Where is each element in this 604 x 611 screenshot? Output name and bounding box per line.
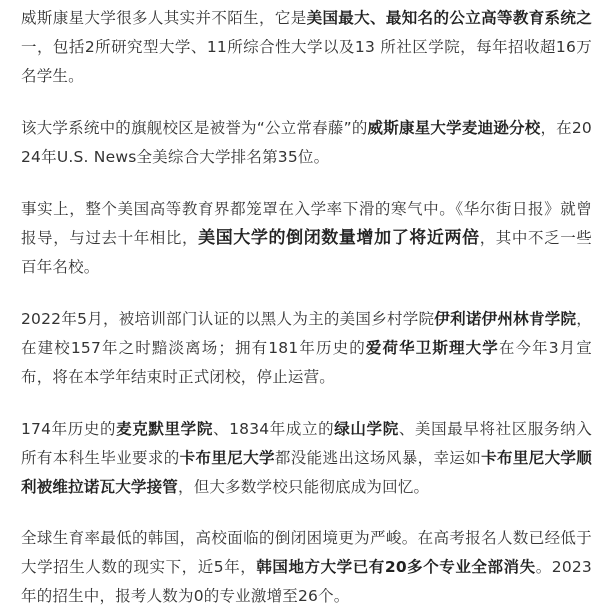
text-segment: ，其中不乏一些百年名校。: [21, 229, 593, 276]
paragraph-spacer: [21, 282, 592, 305]
bold-text-segment: 卡布里尼大学: [179, 449, 275, 467]
text-segment: 在今年3月宣布，将在本学年结束时正式闭校，停止运营。: [21, 339, 593, 386]
paragraph: [21, 415, 592, 502]
text-segment: 、1834年成立的: [212, 420, 335, 438]
paragraph: [21, 305, 592, 392]
paragraph-spacer: [21, 172, 592, 195]
paragraph-spacer: [21, 502, 592, 524]
bold-text-segment: 绿山学院: [334, 420, 399, 438]
paragraph-spacer: [21, 91, 592, 114]
text-segment: 、美国最早将社区服务纳入所有本科生毕业要求的: [21, 420, 592, 467]
bold-text-segment: 美国大学的倒闭数量增加了将近两倍: [198, 228, 480, 248]
text-segment: 威斯康星大学很多人其实并不陌生，它是: [21, 9, 307, 27]
text-segment: 。2023年的招生中，报考人数为0的专业激增至26个。: [21, 558, 592, 605]
text-segment: 174年历史的: [21, 420, 117, 438]
paragraph: [21, 0, 592, 91]
bold-text-segment: 威斯康星大学麦迪逊分校: [367, 119, 541, 137]
text-segment: ，在建校157年之时黯淡离场；拥有181年历史的: [21, 310, 592, 357]
bold-text-segment: 麦克默里学院: [116, 420, 213, 438]
bold-text-segment: 卡布里尼大学顺利被维拉诺瓦大学接管: [21, 449, 592, 496]
bold-text-segment: 韩国地方大学已有20多个专业全部消失: [256, 558, 536, 576]
paragraph-spacer: [21, 392, 592, 415]
text-segment: 2022年5月，被培训部门认证的以黑人为主的美国乡村学院: [21, 310, 435, 328]
bold-text-segment: 爱荷华卫斯理大学: [365, 339, 499, 357]
text-segment: 该大学系统中的旗舰校区是被誉为“公立常春藤”的: [21, 119, 368, 137]
paragraph: [21, 524, 592, 611]
bold-text-segment: 美国最大、最知名的公立高等教育系统之: [306, 9, 592, 27]
paragraph: [21, 195, 592, 282]
paragraph: [21, 114, 592, 172]
text-segment: 事实上，整个美国高等教育界都笼罩在入学率下滑的寒气中。《华尔街日报》就曾报导，与过去十年相比，: [21, 200, 592, 247]
text-segment: 都没能逃出这场风暴，幸运如: [274, 449, 482, 467]
bold-text-segment: 伊利诺伊州林肯学院: [434, 310, 577, 328]
text-segment: ，但大多数学校只能彻底成为回忆。: [178, 478, 430, 496]
text-segment: ，在2024年U.S. News全美综合大学排名第35位。: [21, 119, 592, 166]
text-segment: 一，包括2所研究型大学、11所综合性大学以及13 所社区学院，每年招收超16万名学生。: [21, 38, 592, 85]
text-segment: 全球生育率最低的韩国，高校面临的倒闭困境更为严峻。在高考报名人数已经低于大学招生人数的现实下，近5年，: [21, 529, 592, 576]
